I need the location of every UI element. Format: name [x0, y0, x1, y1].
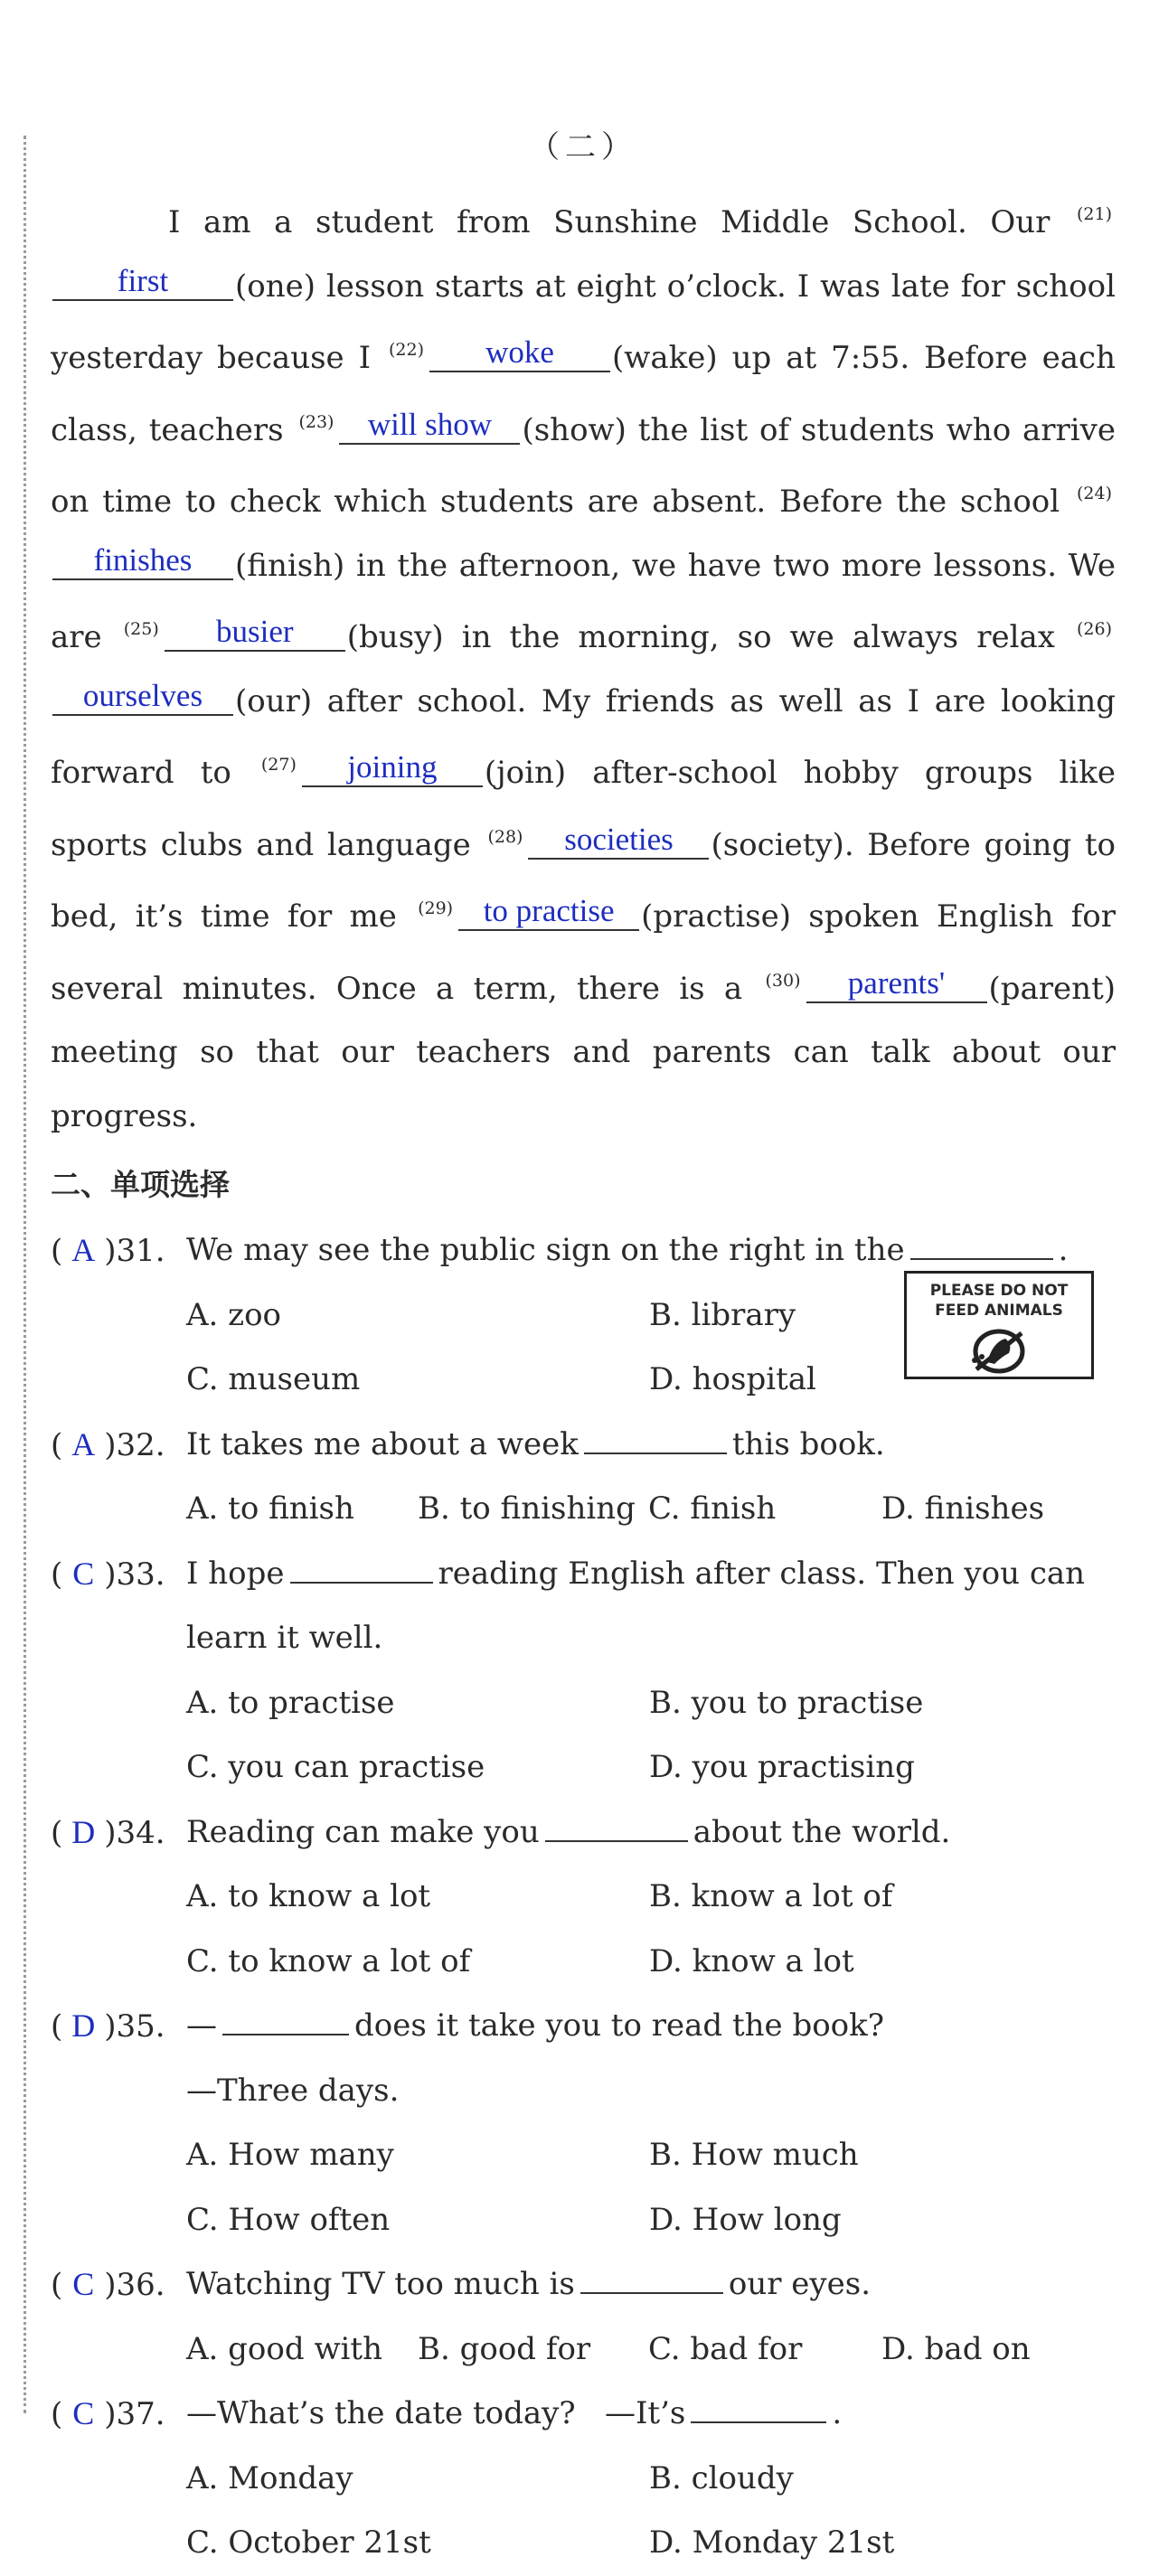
passage-text-30: (parent) meeting so that our teachers and parents can talk about our progress.	[51, 970, 1116, 1134]
option-31-b[interactable]: B. library	[649, 1296, 796, 1333]
option-33-b[interactable]: B. you to practise	[649, 1684, 924, 1721]
answer-blank-29[interactable]: to practise	[458, 893, 639, 931]
blank-number-24: (24)	[1077, 484, 1113, 503]
question-34: ( D )34. Reading can make you about the world. A. to know a lot B. know a lot of C. to know a lot of D. know a lot	[51, 1800, 1116, 1995]
answer-31[interactable]: A	[71, 1232, 96, 1268]
answer-34[interactable]: D	[71, 1813, 96, 1850]
option-35-b[interactable]: B. How much	[649, 2137, 859, 2173]
blank-number-29: (29)	[418, 898, 454, 918]
section-heading-multiple-choice: 二、单项选择	[51, 1167, 230, 1202]
question-stem-31-end: .	[1058, 1232, 1069, 1268]
answer-blank-21[interactable]: first	[52, 263, 233, 301]
answer-33[interactable]: C	[72, 1555, 95, 1592]
option-31-c[interactable]: C. museum	[186, 1361, 361, 1397]
question-number-36: 36.	[116, 2267, 165, 2303]
option-36-b[interactable]: B. good for	[418, 2330, 591, 2367]
answer-blank-26[interactable]: ourselves	[52, 678, 233, 716]
option-34-b[interactable]: B. know a lot of	[649, 1878, 893, 1914]
answer-36[interactable]: C	[72, 2266, 95, 2302]
no-feeding-icon	[960, 1326, 1038, 1375]
question-37: ( C )37. —What’s the date today? —It’s . A. Monday B. cloudy C. October 21st D. Monday 21st	[51, 2382, 1116, 2576]
passage-text-26: (our) after school. My friends as well as I are looking forward to	[51, 682, 1116, 791]
option-32-a[interactable]: A. to finish	[186, 1490, 354, 1527]
answer-blank-22[interactable]: woke	[429, 334, 610, 372]
answer-blank-27[interactable]: joining	[302, 749, 483, 787]
blank-number-28: (28)	[487, 826, 523, 847]
question-stem-33-mid: reading English after class. Then you can	[438, 1555, 1086, 1592]
blank-number-25: (25)	[123, 619, 159, 639]
question-reply-35: —Three days.	[186, 2072, 400, 2109]
question-stem-33: I hope	[186, 1555, 285, 1592]
question-stem-32: It takes me about a week	[186, 1425, 579, 1462]
option-35-a[interactable]: A. How many	[186, 2137, 394, 2173]
answer-blank-23[interactable]: will show	[339, 407, 520, 445]
question-36: ( C )36. Watching TV too much is our eyes. A. good with B. good for C. bad for D. bad on	[51, 2252, 1116, 2382]
answer-blank-25[interactable]: busier	[165, 614, 345, 652]
question-number-31: 31.	[116, 1233, 165, 1269]
passage-text-24: (finish) in the afternoon, we have two more lessons. We are	[51, 547, 1116, 655]
question-number-37: 37.	[116, 2396, 165, 2432]
option-36-a[interactable]: A. good with	[186, 2330, 382, 2367]
question-stem-32-end: this book.	[731, 1425, 885, 1462]
passage-text-29: (practise) spoken English for several minutes. Once a term, there is a	[51, 898, 1116, 1007]
question-stem-35-end: does it take you to read the book?	[354, 2007, 884, 2044]
answer-35[interactable]: D	[71, 2007, 96, 2044]
option-33-a[interactable]: A. to practise	[186, 1684, 395, 1721]
passage-text-21: (one) lesson starts at eight o’clock. I was late for school yesterday because I	[51, 268, 1116, 376]
blank-number-22: (22)	[389, 340, 425, 360]
option-32-b[interactable]: B. to finishing	[418, 1490, 636, 1527]
question-number-34: 34.	[116, 1814, 165, 1851]
section-title: （二）	[529, 129, 637, 165]
option-37-b[interactable]: B. cloudy	[649, 2459, 794, 2496]
option-31-a[interactable]: A. zoo	[186, 1296, 282, 1333]
sign-image	[904, 1271, 1094, 1379]
question-stem-34-end: about the world.	[693, 1813, 951, 1850]
answer-32[interactable]: A	[71, 1425, 96, 1462]
option-33-d[interactable]: D. you practising	[649, 1749, 915, 1785]
option-35-d[interactable]: D. How long	[649, 2201, 842, 2238]
worksheet-page	[51, 122, 1116, 2576]
question-33: ( C )33. I hope reading English after class. Then you can learn it well. A. to practise B. you to practise C. you can practise D. you practising	[51, 1542, 1116, 1800]
blank-number-27: (27)	[260, 755, 297, 775]
question-blank-35[interactable]	[222, 2007, 349, 2035]
question-32: ( A )32. It takes me about a week this book. A. to finish B. to finishing C. finish D. finishes	[51, 1413, 1116, 1542]
option-34-c[interactable]: C. to know a lot of	[186, 1942, 471, 1979]
question-number-33: 33.	[116, 1556, 165, 1593]
question-stem-37-end: .	[832, 2395, 843, 2431]
question-31: PLEASE DO NOT FEED ANIMALS ( A )31. We may see the public sign on the right in the . A. zoo B. library C. museum D. hospital	[51, 1218, 1116, 1413]
blank-number-23: (23)	[298, 411, 335, 432]
answer-blank-24[interactable]: finishes	[52, 542, 233, 580]
option-34-d[interactable]: D. know a lot	[649, 1942, 854, 1979]
answer-37[interactable]: C	[72, 2395, 95, 2431]
passage-intro: I am a student from Sunshine Middle School. Our	[168, 204, 1051, 240]
option-36-d[interactable]: D. bad on	[881, 2330, 1031, 2367]
sign-text-line2: FEED ANIMALS	[935, 1302, 1063, 1320]
question-stem-34: Reading can make you	[186, 1813, 540, 1850]
option-31-d[interactable]: D. hospital	[649, 1361, 816, 1397]
binding-margin-line	[24, 136, 26, 2413]
question-blank-32[interactable]	[584, 1425, 727, 1454]
question-stem-36: Watching TV too much is	[186, 2266, 575, 2302]
option-34-a[interactable]: A. to know a lot	[186, 1878, 431, 1914]
passage-text-28: (society). Before going to bed, it’s time for me	[51, 826, 1116, 935]
option-32-c[interactable]: C. finish	[648, 1490, 777, 1527]
question-blank-36[interactable]	[580, 2265, 723, 2294]
sign-text-line1: PLEASE DO NOT	[929, 1282, 1069, 1300]
passage-text-23: (show) the list of students who arrive on time to check which students are absent. Before the school	[51, 411, 1116, 520]
option-37-a[interactable]: A. Monday	[186, 2459, 353, 2496]
option-35-c[interactable]: C. How often	[186, 2201, 391, 2238]
question-stem-37: —What’s the date today? —It’s	[186, 2395, 686, 2431]
blank-number-30: (30)	[765, 970, 801, 991]
question-number-35: 35.	[116, 2008, 165, 2045]
option-37-d[interactable]: D. Monday 21st	[649, 2524, 895, 2561]
option-32-d[interactable]: D. finishes	[881, 1490, 1045, 1527]
passage-text-27: (join) after-school hobby groups like sports clubs and language	[51, 755, 1116, 863]
question-stem-35: —	[186, 2007, 217, 2044]
question-blank-33[interactable]	[290, 1555, 433, 1584]
question-stem-33-cont: learn it well.	[186, 1620, 383, 1656]
cloze-passage	[51, 183, 1116, 1148]
option-33-c[interactable]: C. you can practise	[186, 1749, 485, 1785]
passage-text-22: (wake) up at 7:55. Before each class, teachers	[51, 340, 1116, 448]
answer-blank-28[interactable]: societies	[528, 822, 709, 860]
question-blank-34[interactable]	[545, 1813, 688, 1842]
question-blank-37[interactable]	[691, 2394, 826, 2423]
passage-text-25: (busy) in the morning, so we always relax	[346, 619, 1055, 655]
question-number-32: 32.	[116, 1426, 165, 1463]
answer-blank-30[interactable]: parents'	[806, 965, 987, 1003]
question-stem-31: We may see the public sign on the right in the	[186, 1232, 905, 1268]
blank-number-26: (26)	[1076, 619, 1112, 639]
question-blank-31[interactable]	[910, 1231, 1053, 1260]
option-37-c[interactable]: C. October 21st	[186, 2524, 431, 2561]
blank-number-21: (21)	[1077, 204, 1113, 224]
option-36-c[interactable]: C. bad for	[648, 2330, 803, 2367]
question-stem-36-end: our eyes.	[728, 2266, 872, 2302]
question-35: ( D )35. — does it take you to read the book? —Three days. A. How many B. How much C. How often D. How long	[51, 1994, 1116, 2252]
